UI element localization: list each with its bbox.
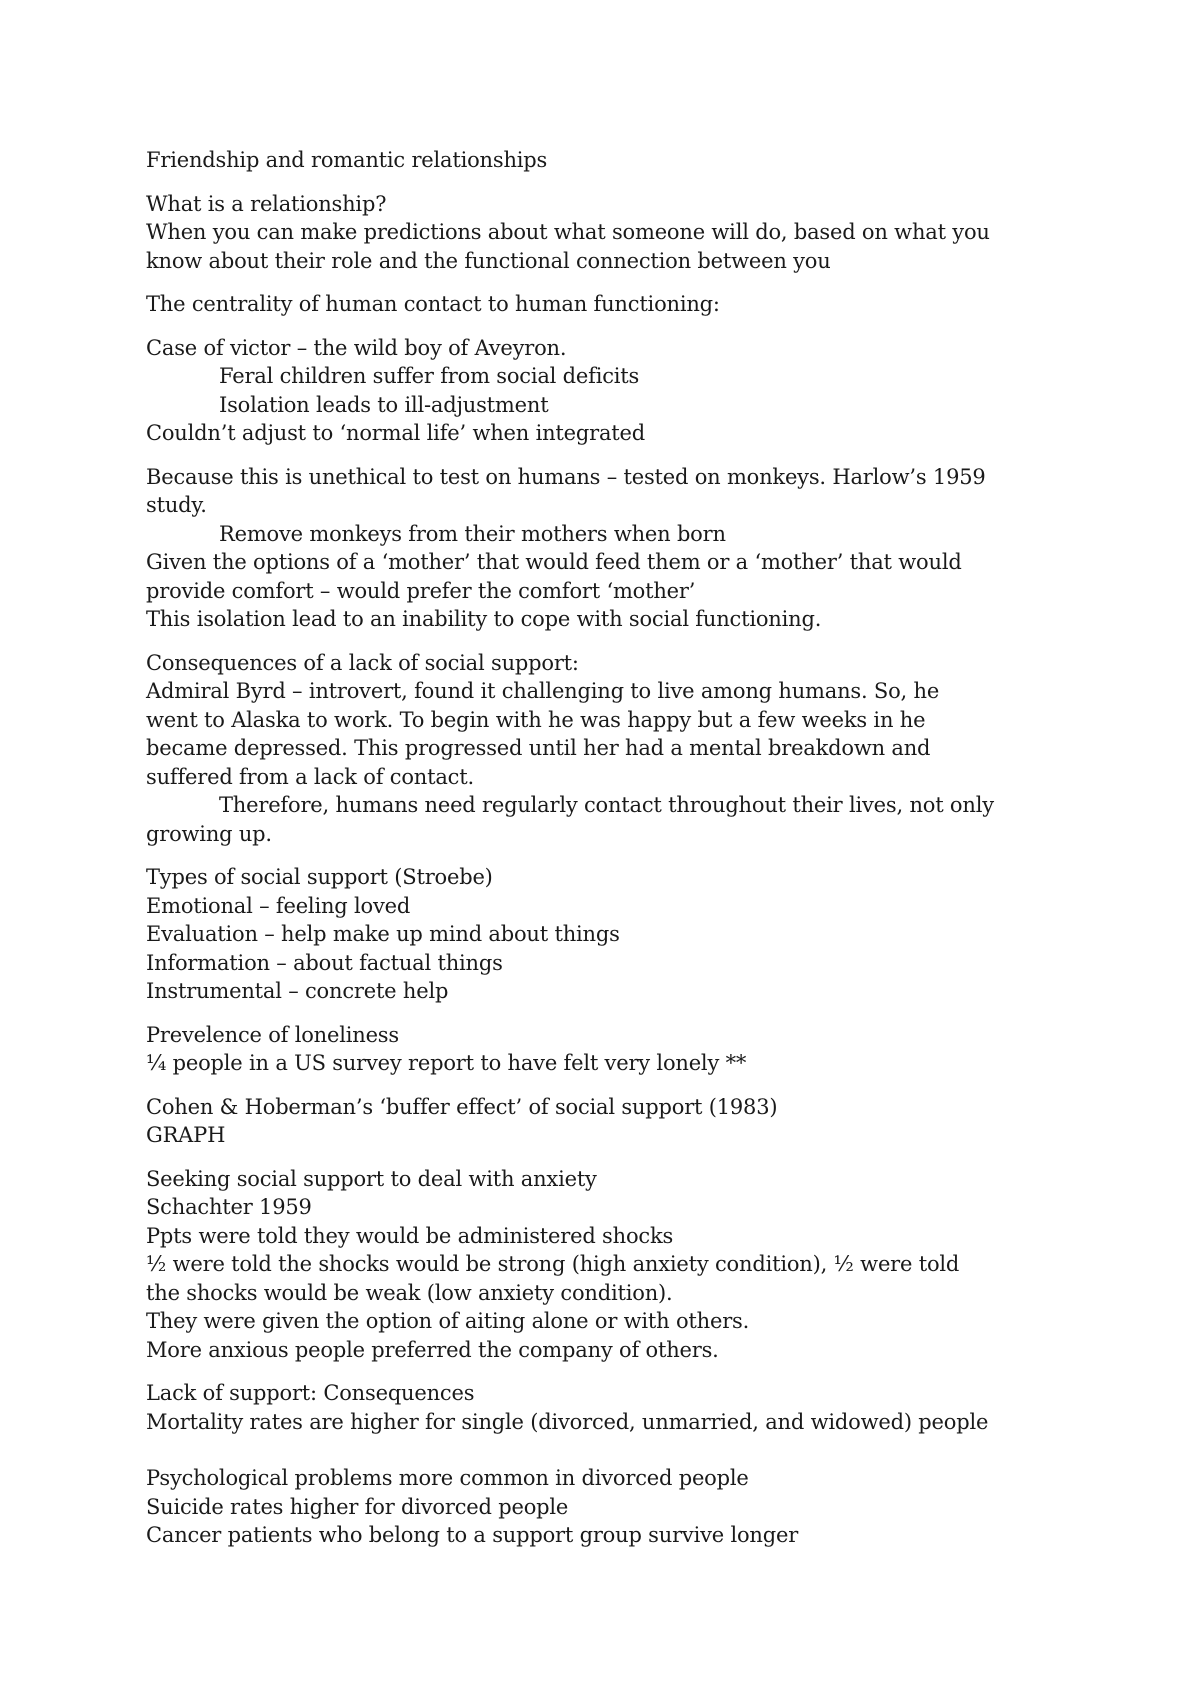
text-line: They were given the option of aiting alone or with others. [146, 1309, 750, 1333]
paragraph-block [146, 1093, 1086, 1150]
text-line: When you can make predictions about what someone will do, based on what you [146, 220, 990, 244]
text-line: Seeking social support to deal with anxiety [146, 1166, 597, 1191]
paragraph-block [146, 290, 1086, 319]
text-line: Schachter 1959 [146, 1195, 312, 1219]
text-line: Case of victor – the wild boy of Aveyron. [146, 335, 567, 360]
document-title-block [146, 146, 1086, 175]
text-line: Ppts were told they would be administered shocks [146, 1223, 674, 1248]
text-line: ¼ people in a US survey report to have felt very lonely ** [146, 1051, 747, 1075]
paragraph-block [146, 463, 1086, 634]
text-line: became depressed. This progressed until her had a mental breakdown and [146, 736, 931, 760]
text-line: Consequences of a lack of social support: [146, 650, 579, 675]
document-sections [146, 190, 1086, 1550]
paragraph-block [146, 649, 1086, 849]
text-line: study. [146, 493, 207, 517]
text-line: Cohen & Hoberman’s ‘buffer effect’ of social support (1983) [146, 1094, 778, 1119]
text-line: Mortality rates are higher for single (divorced, unmarried, and widowed) people [146, 1409, 989, 1434]
text-line: Information – about factual things [146, 950, 503, 975]
text-line: Because this is unethical to test on humans – tested on monkeys. Harlow’s 1959 [146, 464, 986, 489]
text-line: the shocks would be weak (low anxiety condition). [146, 1280, 673, 1305]
paragraph-block [146, 190, 1086, 276]
document-title: Friendship and romantic relationships [146, 148, 548, 172]
text-line: The centrality of human contact to human functioning: [146, 292, 720, 316]
text-line: provide comfort – would prefer the comfort ‘mother’ [146, 578, 696, 603]
paragraph-block [146, 1379, 1086, 1436]
text-line: ½ were told the shocks would be strong (high anxiety condition), ½ were told [146, 1252, 960, 1276]
text-line: Prevelence of loneliness [146, 1022, 399, 1047]
text-line: This isolation lead to an inability to cope with social functioning. [146, 607, 822, 631]
text-line: What is a relationship? [146, 191, 387, 216]
text-line: went to Alaska to work. To begin with he was happy but a few weeks in he [146, 707, 926, 732]
text-line: suffered from a lack of contact. [146, 764, 474, 789]
paragraph-block [146, 334, 1086, 448]
document-body [146, 146, 1086, 1565]
indented-text-line: Isolation leads to ill-adjustment [219, 392, 549, 417]
text-line: Lack of support: Consequences [146, 1381, 475, 1405]
text-line: Psychological problems more common in divorced people [146, 1466, 749, 1490]
text-line: Admiral Byrd – introvert, found it challenging to live among humans. So, he [146, 679, 940, 703]
text-line: Given the options of a ‘mother’ that would feed them or a ‘mother’ that would [146, 550, 962, 574]
text-line: Evaluation – help make up mind about things [146, 922, 620, 946]
text-line: growing up. [146, 821, 272, 846]
text-line: know about their role and the functional connection between you [146, 248, 831, 273]
paragraph-block [146, 1021, 1086, 1078]
paragraph-block [146, 1464, 1086, 1550]
text-line: Couldn’t adjust to ‘normal life’ when integrated [146, 421, 645, 445]
indented-text-line: Remove monkeys from their mothers when born [219, 521, 726, 546]
text-line: GRAPH [146, 1123, 226, 1147]
text-line: Suicide rates higher for divorced people [146, 1494, 569, 1519]
paragraph-block [146, 1165, 1086, 1365]
indented-text-line: Therefore, humans need regularly contact throughout their lives, not only [219, 793, 994, 817]
text-line: Types of social support (Stroebe) [146, 865, 493, 889]
text-line: More anxious people preferred the company of others. [146, 1337, 719, 1362]
text-line: Cancer patients who belong to a support group survive longer [146, 1523, 799, 1547]
indented-text-line: Feral children suffer from social deficits [219, 364, 640, 388]
text-line: Instrumental – concrete help [146, 979, 449, 1003]
paragraph-block [146, 863, 1086, 1006]
text-line: Emotional – feeling loved [146, 893, 411, 918]
